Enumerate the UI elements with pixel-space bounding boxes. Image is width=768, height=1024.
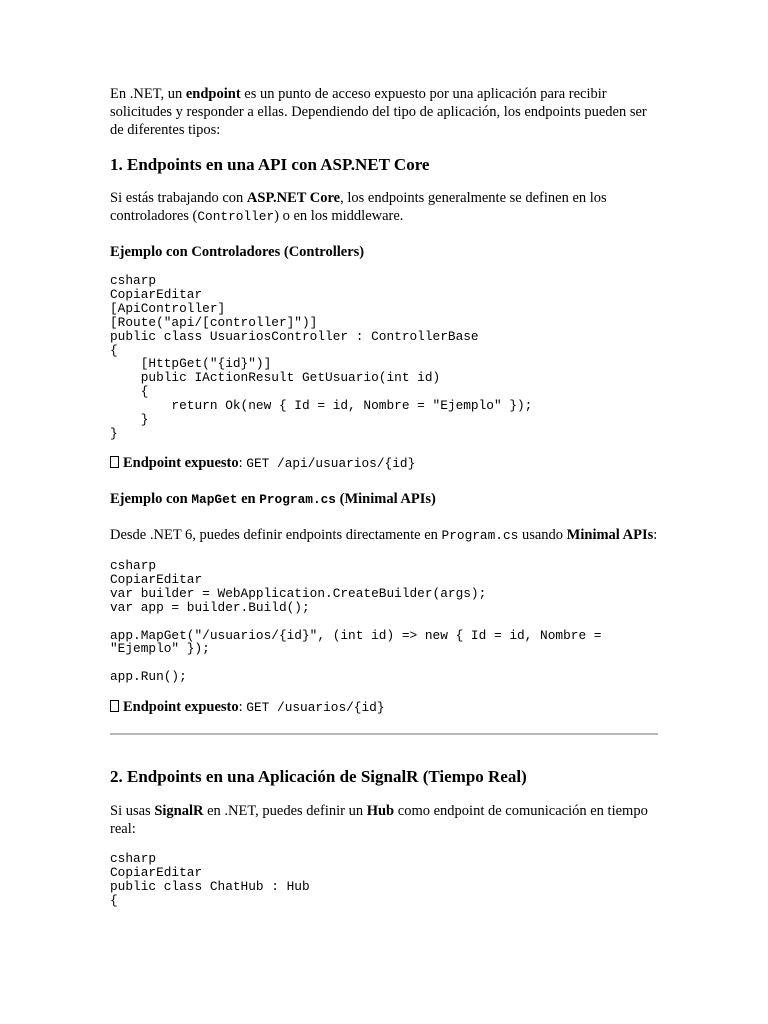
- endpoint1-sep: :: [238, 454, 247, 471]
- sub2-code-mapget: MapGet: [191, 491, 238, 507]
- sub2-text-2: en: [237, 490, 260, 507]
- p2-text-1: Desde .NET 6, puedes definir endpoints directamente en: [110, 526, 442, 543]
- intro-text-2: es un punto de acceso expuesto por una aplicación para recibir solicitudes y responder a ellas. Dependiendo del tipo de aplicación, los endpoints pueden ser de diferentes tipos:: [110, 86, 647, 138]
- intro-paragraph: [110, 85, 658, 139]
- intro-text-1: En .NET, un: [110, 86, 186, 102]
- code-block-minimal-2: app.MapGet("/usuarios/{id}", (int id) => new { Id = id, Nombre = "Ejemplo" });: [110, 627, 602, 657]
- endpoint-exposed-1: [110, 454, 658, 473]
- s2-bold-hub: Hub: [366, 803, 395, 820]
- document-page: [110, 85, 658, 908]
- s1-text-2: , los endpoints generalmente se definen en los controladores (: [110, 190, 607, 224]
- section2-paragraph: [110, 802, 658, 838]
- sub2-text-3: (Minimal APIs): [335, 490, 436, 507]
- checkmark-icon: [110, 456, 119, 468]
- horizontal-rule: [110, 733, 658, 735]
- subheading-controllers: Ejemplo con Controladores (Controllers): [110, 244, 365, 260]
- endpoint1-code: GET /api/usuarios/{id}: [246, 455, 416, 471]
- sub2-text-1: Ejemplo con: [110, 490, 192, 507]
- p2-bold-minimal-apis: Minimal APIs: [566, 526, 654, 543]
- code-block-signalr: csharp CopiarEditar public class ChatHub : Hub {: [110, 851, 310, 908]
- s2-text-1: Si usas: [110, 803, 155, 820]
- intro-bold-endpoint: endpoint: [185, 86, 241, 102]
- endpoint2-label: Endpoint expuesto: [123, 699, 239, 716]
- sub2-code-programcs: Program.cs: [259, 491, 336, 507]
- s1-text-1: Si estás trabajando con: [110, 190, 247, 206]
- s2-bold-signalr: SignalR: [154, 803, 204, 820]
- code-block-controllers: csharp CopiarEditar [ApiController] [Route("api/[controller]")] public class UsuariosController : ControllerBase { [HttpGet("{id}")] public IActionResult GetUsuario(int id) { return Ok(new { Id = id, Nombre = "Ejemplo" }); } }: [110, 273, 533, 441]
- s1-bold-aspnet: ASP.NET Core: [246, 190, 341, 206]
- p2-code-programcs: Program.cs: [441, 527, 519, 543]
- checkmark-icon: [110, 700, 119, 712]
- section1-paragraph: [110, 189, 658, 226]
- section2-heading: 2. Endpoints en una Aplicación de SignalR (Tiempo Real): [110, 767, 527, 787]
- subheading-minimal-apis: [110, 490, 658, 509]
- s2-text-3: como endpoint de comunicación en tiempo real:: [110, 803, 648, 838]
- section1-heading: 1. Endpoints en una API con ASP.NET Core: [110, 155, 430, 174]
- p2-text-2: usando: [518, 526, 567, 543]
- s1-text-3: ) o en los middleware.: [274, 208, 404, 224]
- code-block-minimal-3: app.Run();: [110, 669, 187, 685]
- endpoint1-label: Endpoint expuesto: [123, 454, 239, 471]
- s2-text-2: en .NET, puedes definir un: [203, 803, 367, 820]
- s1-code-controller: Controller: [197, 209, 275, 224]
- endpoint2-code: GET /usuarios/{id}: [246, 700, 385, 716]
- minimal-apis-paragraph: [110, 526, 658, 545]
- p2-text-3: :: [653, 526, 658, 543]
- endpoint2-sep: :: [238, 699, 247, 716]
- code-block-minimal-1: csharp CopiarEditar var builder = WebApplication.CreateBuilder(args); var app = builder.Build();: [110, 557, 487, 615]
- endpoint-exposed-2: [110, 698, 658, 717]
